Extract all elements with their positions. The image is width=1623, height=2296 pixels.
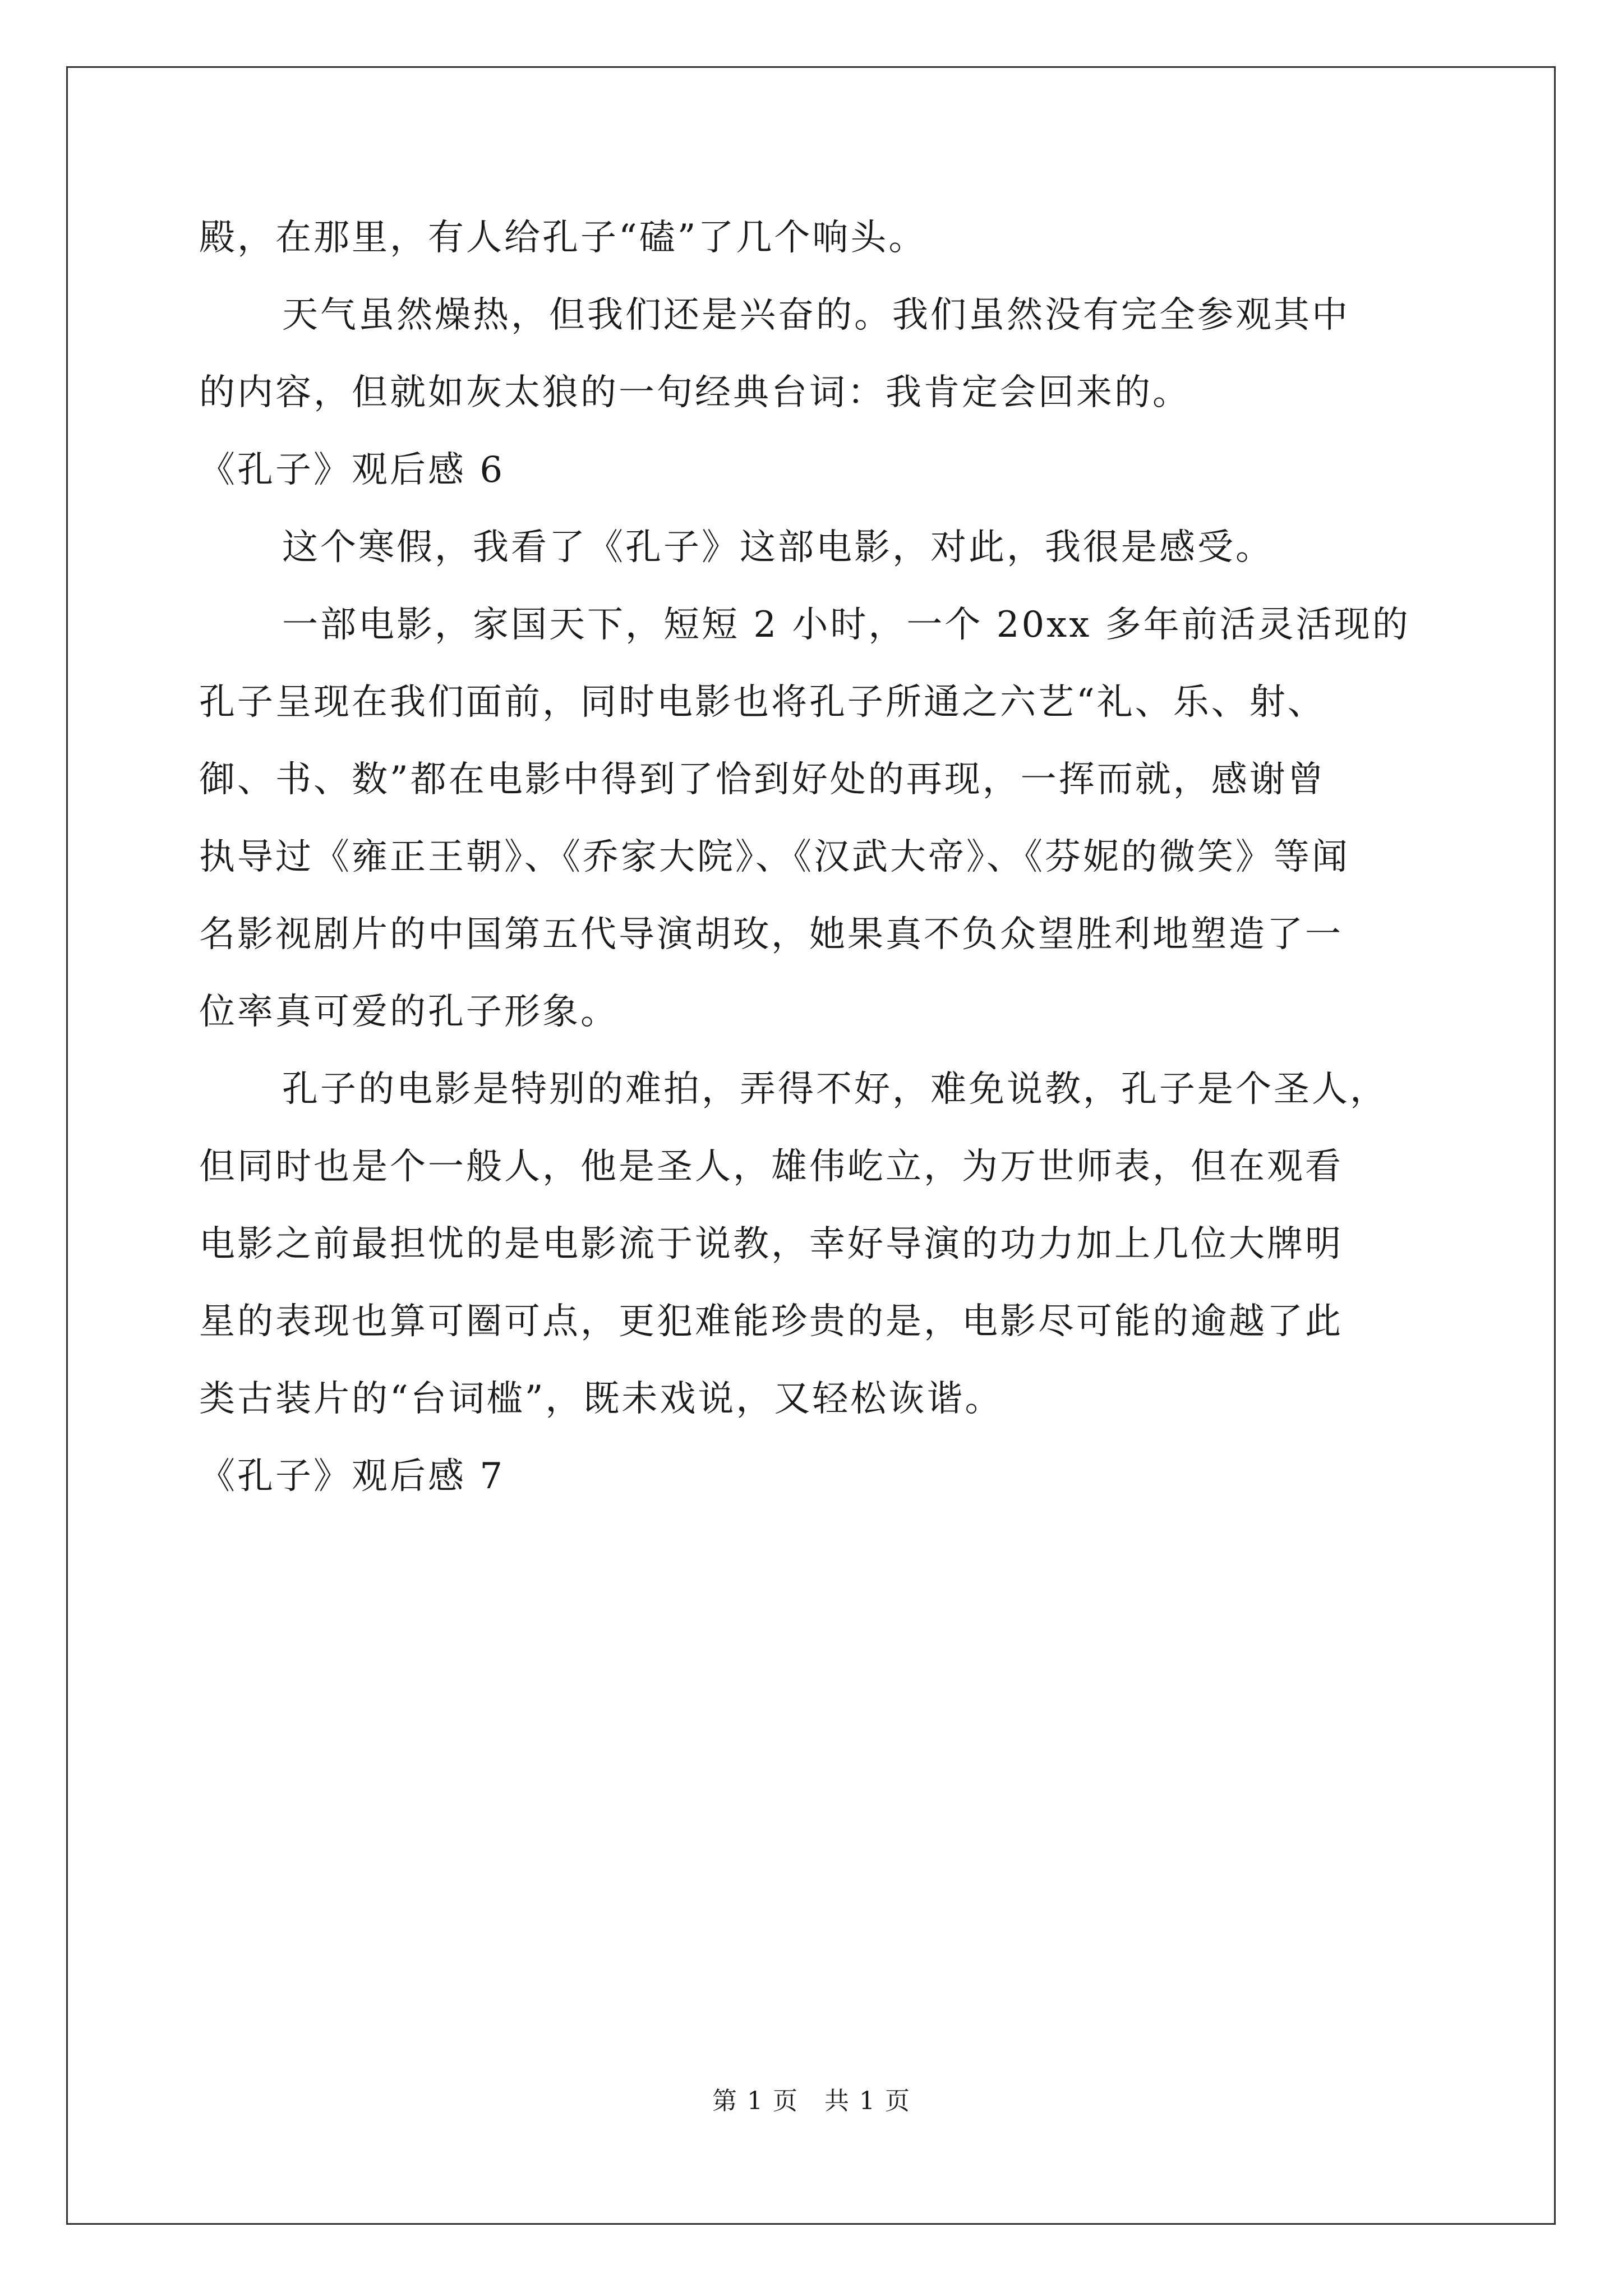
text-line: 御、书、数”都在电影中得到了恰到好处的再现，一挥而就，感谢曾 <box>199 759 1326 800</box>
text-line: 名影视剧片的中国第五代导演胡玫，她果真不负众望胜利地塑造了一 <box>199 914 1343 955</box>
document-body <box>199 199 1455 1515</box>
text-line: 的内容，但就如灰太狼的一句经典台词：我肯定会回来的。 <box>199 372 1191 413</box>
text-line: 位率真可爱的孔子形象。 <box>199 991 619 1033</box>
section-heading: 《孔子》观后感 6 <box>199 449 505 491</box>
text-line: 电影之前最担忧的是电影流于说教，幸好导演的功力加上几位大牌明 <box>199 1223 1343 1265</box>
text-line: 执导过《雍正王朝》、《乔家大院》、《汉武大帝》、《芬妮的微笑》等闻 <box>199 836 1350 878</box>
text-line: 天气虽然燥热，但我们还是兴奋的。我们虽然没有完全参观其中 <box>282 295 1350 336</box>
text-line: 殿，在那里，有人给孔子“磕”了几个响头。 <box>199 217 927 259</box>
text-line: 一部电影，家国天下，短短 2 小时，一个 20xx 多年前活灵活现的 <box>282 604 1410 646</box>
text-line: 但同时也是个一般人，他是圣人，雄伟屹立，为万世师表，但在观看 <box>199 1146 1343 1188</box>
text-line: 孔子呈现在我们面前，同时电影也将孔子所通之六艺“礼、乐、射、 <box>199 682 1326 723</box>
text-line: 类古装片的“台词槛”，既未戏说，又轻松诙谐。 <box>199 1378 1003 1420</box>
text-line: 孔子的电影是特别的难拍，弄得不好，难免说教，孔子是个圣人， <box>282 1069 1388 1110</box>
section-heading: 《孔子》观后感 7 <box>199 1456 505 1497</box>
text-line: 这个寒假，我看了《孔子》这部电影，对此，我很是感受。 <box>282 527 1274 568</box>
page-footer: 第 1 页 共 1 页 <box>712 2087 911 2115</box>
text-line: 星的表现也算可圈可点，更犯难能珍贵的是，电影尽可能的逾越了此 <box>199 1301 1343 1342</box>
